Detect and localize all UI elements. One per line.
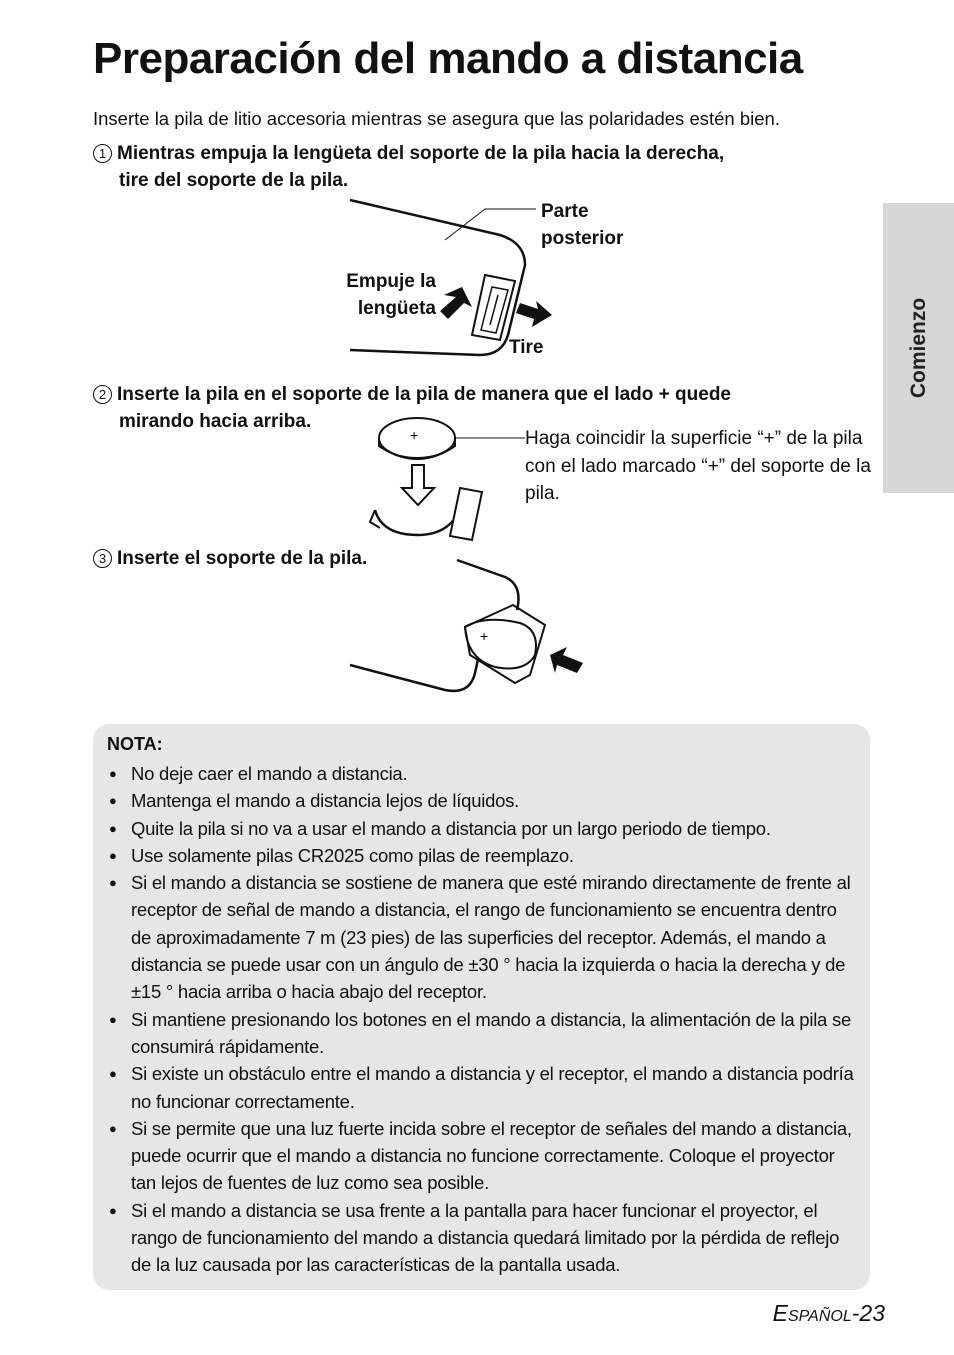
polarity-callout: Haga coincidir la superficie “+” de la pila con el lado marcado “+” del soporte de la pila. <box>525 428 871 504</box>
note-item: ● Si mantiene presionando los botones en el mando a distancia, la alimentación de la pila se consumirá rápidamente. <box>107 1006 859 1061</box>
note-item: ● Mantenga el mando a distancia lejos de líquidos. <box>107 787 859 814</box>
note-item: ● Si el mando a distancia se usa frente a la pantalla para hacer funcionar el proyector, el rango de funcionamiento del mando a distancia quedará limitado por la pérdida de reflejo de la luz causada por las características de la pantalla usada. <box>107 1197 859 1279</box>
note-heading: NOTA: <box>107 734 163 754</box>
page-footer <box>773 1300 885 1327</box>
section-tab <box>883 203 954 493</box>
step-text: Mientras empuja la lengüeta del soporte de la pila hacia la derecha, <box>117 143 725 164</box>
label-push-line1: Empuje la <box>346 271 436 292</box>
step-number: 2 <box>93 385 112 404</box>
page-number: -23 <box>851 1300 885 1326</box>
step-3 <box>93 545 367 572</box>
note-item: ● Si el mando a distancia se sostiene de manera que esté mirando directamente de frente al receptor de señal de mando a distancia, el rango de funcionamiento se encuentra dentro de aproximadamente 7 m (23 pies) de las superficies del receptor. Además, el mando a distancia se puede usar con un ángulo de ±30 ° hacia la izquierda o hacia la derecha y de ±15 ° hacia arriba o hacia abajo del receptor. <box>107 869 859 1005</box>
note-item: ● Quite la pila si no va a usar el mando a distancia por un largo periodo de tiempo. <box>107 815 859 842</box>
step-number: 1 <box>93 144 112 163</box>
label-push-tab <box>300 268 436 322</box>
step-number: 3 <box>93 549 112 568</box>
label-pull: Tire <box>509 337 544 358</box>
page-title: Preparación del mando a distancia <box>93 34 803 83</box>
label-back <box>541 198 623 252</box>
step-text: Inserte el soporte de la pila. <box>117 548 368 569</box>
note-item: ● Si existe un obstáculo entre el mando a distancia y el receptor, el mando a distancia podría no funcionar correctamente. <box>107 1060 859 1115</box>
step-text-continued: mirando hacia arriba. <box>119 411 312 432</box>
holder-insertion-illustration <box>345 555 590 715</box>
step-1 <box>93 140 724 194</box>
footer-language: Español <box>772 1300 852 1326</box>
section-tab-label: Comienzo <box>906 297 930 399</box>
note-item: ● Use solamente pilas CR2025 como pilas de reemplazo. <box>107 842 859 869</box>
label-back-line2: posterior <box>541 228 624 249</box>
svg-text:+: + <box>410 427 419 443</box>
note-item: ● Si se permite que una luz fuerte incida sobre el receptor de señales del mando a distancia, puede ocurrir que el mando a distancia no funcione correctamente. Coloque el proyector tan lejos de fuentes de luz como sea posible. <box>107 1115 859 1197</box>
label-push-line2: lengüeta <box>357 298 436 319</box>
note-box <box>93 724 870 1290</box>
step-text-continued: tire del soporte de la pila. <box>119 170 349 191</box>
note-item: ● No deje caer el mando a distancia. <box>107 760 859 787</box>
intro-text: Inserte la pila de litio accesoria mientras se asegura que las polaridades estén bien. <box>93 108 780 129</box>
step-text: Inserte la pila en el soporte de la pila de manera que el lado + quede <box>117 384 732 405</box>
label-back-line1: Parte <box>541 201 589 222</box>
note-list <box>107 760 859 1279</box>
svg-text:+: + <box>480 628 489 644</box>
battery-insertion-illustration <box>360 410 530 550</box>
